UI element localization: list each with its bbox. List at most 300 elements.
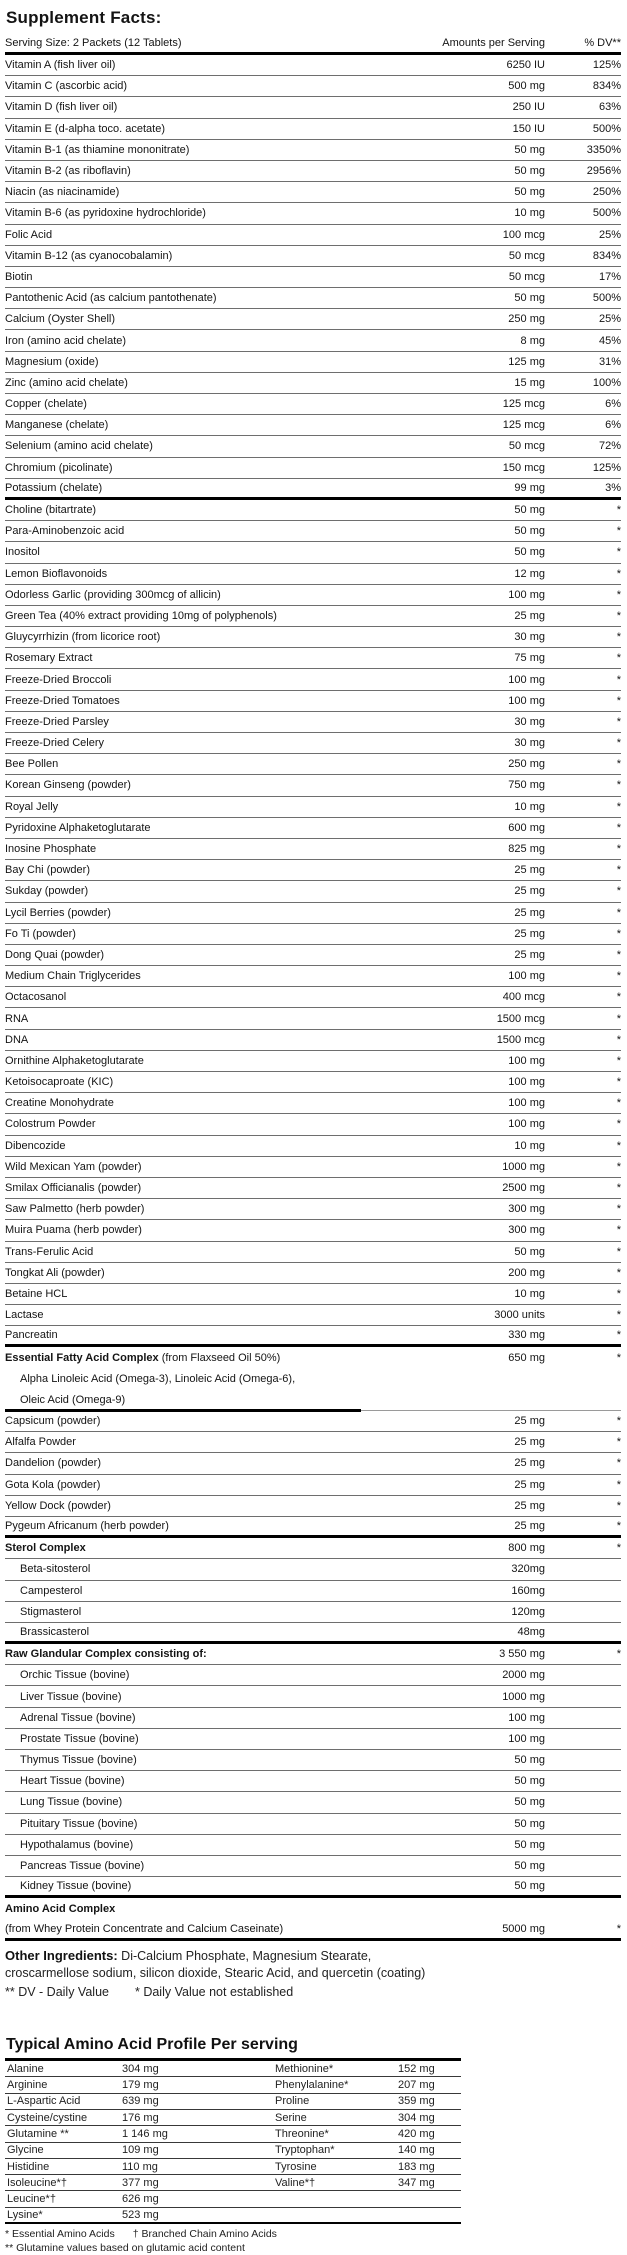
ingredient-name: Dibencozide xyxy=(5,1139,66,1152)
ingredient-dv: 17% xyxy=(598,270,621,283)
amino-amount: 183 mg xyxy=(398,2160,435,2173)
ingredient-name: Korean Ginseng (powder) xyxy=(5,779,131,792)
ingredient-name: Vitamin B-12 (as cyanocobalamin) xyxy=(5,249,173,262)
ingredient-dv: * xyxy=(616,758,621,771)
supplement-row xyxy=(5,55,621,76)
amino-row xyxy=(5,2175,461,2191)
ingredient-dv: * xyxy=(616,1499,621,1512)
ingredient-amount: 25 mg xyxy=(514,864,545,877)
ingredient-dv: * xyxy=(616,609,621,622)
ingredient-amount: 100 mg xyxy=(508,1732,545,1745)
ingredient-amount: 125 mcg xyxy=(502,398,545,411)
ingredient-name: Gluycyrrhizin (from licorice root) xyxy=(5,631,161,644)
ingredient-amount: 25 mg xyxy=(514,1436,545,1449)
supplement-row xyxy=(5,1898,621,1919)
supplement-table xyxy=(5,55,621,1941)
ingredient-amount: 320mg xyxy=(511,1563,545,1576)
ingredient-dv: * xyxy=(616,1309,621,1322)
ingredient-amount: 250 mg xyxy=(508,758,545,771)
ingredient-name: Stigmasterol xyxy=(20,1605,82,1618)
ingredient-dv: * xyxy=(616,1436,621,1449)
ingredient-dv: 2956% xyxy=(586,165,621,178)
ingredient-amount: 100 mg xyxy=(508,673,545,686)
supplement-row xyxy=(5,966,621,987)
supplement-row xyxy=(5,479,621,500)
amino-row xyxy=(5,2094,461,2110)
ingredient-amount: 50 mcg xyxy=(508,249,545,262)
ingredient-dv: * xyxy=(616,1542,621,1555)
supplement-row xyxy=(5,1623,621,1644)
amino-name: L-Aspartic Acid xyxy=(7,2095,81,2108)
supplement-row xyxy=(5,797,621,818)
ingredient-amount: 300 mg xyxy=(508,1224,545,1237)
supplement-row xyxy=(5,1475,621,1496)
amino-profile-title: Typical Amino Acid Profile Per serving xyxy=(6,2036,298,2054)
amino-name: Methionine* xyxy=(275,2062,334,2075)
ingredient-name: DNA xyxy=(5,1033,29,1046)
dv-footnote-left: ** DV - Daily Value xyxy=(5,1984,109,1999)
ingredient-name: Vitamin B-2 (as riboflavin) xyxy=(5,165,131,178)
ingredient-amount: 825 mg xyxy=(508,843,545,856)
ingredient-name: Betaine HCL xyxy=(5,1287,68,1300)
ingredient-name: Smilax Officianalis (powder) xyxy=(5,1182,142,1195)
ingredient-name: Vitamin E (d-alpha toco. acetate) xyxy=(5,122,165,135)
ingredient-amount: 50 mg xyxy=(514,504,545,517)
amino-name: Arginine xyxy=(7,2079,48,2092)
ingredient-name: Alpha Linoleic Acid (Omega-3), Linoleic Acid (Omega-6), xyxy=(20,1373,296,1386)
ingredient-name: Pancreas Tissue (bovine) xyxy=(20,1860,145,1873)
ingredient-name: Rosemary Extract xyxy=(5,652,93,665)
amino-row xyxy=(5,2159,461,2175)
ingredient-name: Essential Fatty Acid Complex (from Flaxseed Oil 50%) xyxy=(5,1352,281,1365)
ingredient-amount: 25 mg xyxy=(514,609,545,622)
ingredient-amount: 100 mg xyxy=(508,1097,545,1110)
ingredient-name: Sterol Complex xyxy=(5,1542,86,1555)
ingredient-name: Tongkat Ali (powder) xyxy=(5,1266,105,1279)
amino-name: Glycine xyxy=(7,2144,44,2157)
supplement-row xyxy=(5,1814,621,1835)
supplement-row xyxy=(5,288,621,309)
ingredient-name: Medium Chain Triglycerides xyxy=(5,970,141,983)
ingredient-amount: 120mg xyxy=(511,1605,545,1618)
ingredient-dv: * xyxy=(616,1266,621,1279)
ingredient-name: Magnesium (oxide) xyxy=(5,355,99,368)
ingredient-dv: * xyxy=(616,1097,621,1110)
ingredient-dv: * xyxy=(616,567,621,580)
ingredient-dv: * xyxy=(616,1287,621,1300)
ingredient-name: Liver Tissue (bovine) xyxy=(20,1690,122,1703)
ingredient-amount: 50 mg xyxy=(514,1838,545,1851)
amino-amount: 347 mg xyxy=(398,2176,435,2189)
supplement-row xyxy=(5,436,621,457)
amino-name: Proline xyxy=(275,2095,310,2108)
amino-amount: 626 mg xyxy=(122,2193,159,2206)
ingredient-amount: 650 mg xyxy=(508,1352,545,1365)
ingredient-name: Odorless Garlic (providing 300mcg of allicin) xyxy=(5,588,221,601)
ingredient-dv: 3% xyxy=(605,481,621,494)
ingredient-name: Raw Glandular Complex consisting of: xyxy=(5,1648,207,1661)
ingredient-amount: 50 mcg xyxy=(508,440,545,453)
ingredient-dv: 125% xyxy=(592,461,621,474)
ingredient-amount: 100 mcg xyxy=(502,228,545,241)
amino-amount: 152 mg xyxy=(398,2062,435,2075)
supplement-row xyxy=(5,1750,621,1771)
ingredient-dv: 834% xyxy=(592,249,621,262)
ingredient-amount: 3 550 mg xyxy=(499,1648,545,1661)
supplement-row xyxy=(5,881,621,902)
ingredient-dv: * xyxy=(616,1160,621,1173)
ingredient-name: Thymus Tissue (bovine) xyxy=(20,1754,137,1767)
ingredient-dv: * xyxy=(616,673,621,686)
amino-row xyxy=(5,2110,461,2126)
ingredient-dv: * xyxy=(616,546,621,559)
supplement-row xyxy=(5,500,621,521)
ingredient-dv: * xyxy=(616,1457,621,1470)
dv-footnote xyxy=(5,1984,621,2000)
ingredient-dv: 31% xyxy=(598,355,621,368)
ingredient-name: Lycil Berries (powder) xyxy=(5,906,111,919)
ingredient-dv: * xyxy=(616,1139,621,1152)
ingredient-dv: * xyxy=(616,631,621,644)
ingredient-name: Vitamin B-6 (as pyridoxine hydrochloride) xyxy=(5,207,206,220)
supplement-row xyxy=(5,903,621,924)
ingredient-dv: 25% xyxy=(598,313,621,326)
ingredient-amount: 100 mg xyxy=(508,1054,545,1067)
supplement-row xyxy=(5,1390,621,1411)
ingredient-amount: 400 mcg xyxy=(502,991,545,1004)
amino-name: Alanine xyxy=(7,2062,44,2075)
ingredient-amount: 500 mg xyxy=(508,80,545,93)
supplement-row xyxy=(5,924,621,945)
ingredient-amount: 200 mg xyxy=(508,1266,545,1279)
ingredient-amount: 250 IU xyxy=(512,101,545,114)
amino-amount: 377 mg xyxy=(122,2176,159,2189)
ingredient-dv: * xyxy=(616,991,621,1004)
ingredient-amount: 50 mg xyxy=(514,1775,545,1788)
ingredient-dv: * xyxy=(616,948,621,961)
ingredient-amount: 100 mg xyxy=(508,588,545,601)
supplement-row xyxy=(5,1856,621,1877)
ingredient-name: Heart Tissue (bovine) xyxy=(20,1775,125,1788)
ingredient-amount: 25 mg xyxy=(514,927,545,940)
ingredient-name: Niacin (as niacinamide) xyxy=(5,186,120,199)
ingredient-name: Octacosanol xyxy=(5,991,67,1004)
ingredient-amount: 100 mg xyxy=(508,694,545,707)
supplement-row xyxy=(5,1051,621,1072)
supplement-row xyxy=(5,1665,621,1686)
supplement-row xyxy=(5,1305,621,1326)
ingredient-name: Para-Aminobenzoic acid xyxy=(5,525,125,538)
ingredient-name: Oleic Acid (Omega-9) xyxy=(20,1393,126,1406)
ingredient-amount: 100 mg xyxy=(508,1711,545,1724)
ingredient-dv: * xyxy=(616,1224,621,1237)
ingredient-amount: 800 mg xyxy=(508,1542,545,1555)
ingredient-amount: 1000 mg xyxy=(502,1160,545,1173)
ingredient-name: Pantothenic Acid (as calcium pantothenate) xyxy=(5,292,217,305)
supplement-row xyxy=(5,1453,621,1474)
supplement-row xyxy=(5,1326,621,1347)
supplement-row xyxy=(5,394,621,415)
supplement-row xyxy=(5,669,621,690)
supplement-row xyxy=(5,225,621,246)
ingredient-amount: 10 mg xyxy=(514,800,545,813)
ingredient-name: Freeze-Dried Broccoli xyxy=(5,673,112,686)
ingredient-name: Ornithine Alphaketoglutarate xyxy=(5,1054,144,1067)
supplement-row xyxy=(5,1072,621,1093)
ingredient-dv: 100% xyxy=(592,376,621,389)
supplement-row xyxy=(5,648,621,669)
ingredient-name: Chromium (picolinate) xyxy=(5,461,113,474)
ingredient-amount: 50 mg xyxy=(514,1754,545,1767)
ingredient-amount: 3000 units xyxy=(494,1309,545,1322)
ingredient-name: Amino Acid Complex xyxy=(5,1902,116,1915)
ingredient-name: Pygeum Africanum (herb powder) xyxy=(5,1520,169,1533)
ingredient-dv: 63% xyxy=(598,101,621,114)
ingredient-name: (from Whey Protein Concentrate and Calcium Caseinate) xyxy=(5,1922,284,1935)
supplement-row xyxy=(5,203,621,224)
ingredient-amount: 50 mg xyxy=(514,1880,545,1893)
ingredient-name: Bee Pollen xyxy=(5,758,59,771)
ingredient-amount: 25 mg xyxy=(514,1478,545,1491)
supplement-row xyxy=(5,818,621,839)
supplement-row xyxy=(5,119,621,140)
ingredient-dv: * xyxy=(616,588,621,601)
supplement-row xyxy=(5,1792,621,1813)
amino-amount: 420 mg xyxy=(398,2127,435,2140)
ingredient-name: Green Tea (40% extract providing 10mg of polyphenols) xyxy=(5,609,277,622)
ingredient-name: Zinc (amino acid chelate) xyxy=(5,376,128,389)
other-ingredients-text1: Di-Calcium Phosphate, Magnesium Stearate, xyxy=(117,1948,372,1963)
ingredient-amount: 1500 mcg xyxy=(496,1033,545,1046)
ingredient-dv: * xyxy=(616,970,621,983)
ingredient-dv: * xyxy=(616,864,621,877)
supplement-row xyxy=(5,1114,621,1135)
ingredient-name: Potassium (chelate) xyxy=(5,481,103,494)
supplement-row xyxy=(5,1686,621,1707)
supplement-row xyxy=(5,987,621,1008)
supplement-row xyxy=(5,1411,621,1432)
ingredient-dv: 6% xyxy=(605,398,621,411)
ingredient-name: Vitamin A (fish liver oil) xyxy=(5,59,116,72)
supplement-row xyxy=(5,712,621,733)
ingredient-dv: * xyxy=(616,1182,621,1195)
ingredient-name: Dong Quai (powder) xyxy=(5,948,105,961)
supplement-row xyxy=(5,373,621,394)
ingredient-name: Biotin xyxy=(5,270,33,283)
supplement-row xyxy=(5,564,621,585)
ingredient-name: Pancreatin xyxy=(5,1329,58,1342)
ingredient-name: Saw Palmetto (herb powder) xyxy=(5,1203,145,1216)
supplement-row xyxy=(5,1136,621,1157)
ingredient-name: Pituitary Tissue (bovine) xyxy=(20,1817,138,1830)
supplement-row xyxy=(5,945,621,966)
ingredient-name: Fo Ti (powder) xyxy=(5,927,76,940)
ingredient-name: Pyridoxine Alphaketoglutarate xyxy=(5,821,151,834)
supplement-row xyxy=(5,627,621,648)
ingredient-dv: * xyxy=(616,715,621,728)
ingredient-name: Iron (amino acid chelate) xyxy=(5,334,127,347)
ingredient-name: Copper (chelate) xyxy=(5,398,87,411)
amino-name: Leucine*† xyxy=(7,2193,56,2206)
amino-footnotes xyxy=(5,2228,621,2255)
ingredient-amount: 15 mg xyxy=(514,376,545,389)
ingredient-dv: 500% xyxy=(592,207,621,220)
ingredient-name: Manganese (chelate) xyxy=(5,419,109,432)
amino-profile-table xyxy=(5,2058,461,2224)
supplement-row xyxy=(5,1284,621,1305)
ingredient-dv: * xyxy=(616,1076,621,1089)
ingredient-dv: * xyxy=(616,694,621,707)
ingredient-amount: 50 mg xyxy=(514,186,545,199)
ingredient-dv: * xyxy=(616,1648,621,1661)
ingredient-amount: 50 mg xyxy=(514,1817,545,1830)
ingredient-dv: 834% xyxy=(592,80,621,93)
amino-amount: 207 mg xyxy=(398,2079,435,2092)
ingredient-amount: 30 mg xyxy=(514,715,545,728)
amino-name: Phenylalanine* xyxy=(275,2079,349,2092)
ingredient-amount: 50 mg xyxy=(514,165,545,178)
ingredient-dv: * xyxy=(616,885,621,898)
ingredient-amount: 250 mg xyxy=(508,313,545,326)
ingredient-amount: 25 mg xyxy=(514,1499,545,1512)
ingredient-name: Gota Kola (powder) xyxy=(5,1478,101,1491)
supplement-row xyxy=(5,1369,621,1390)
supplement-row xyxy=(5,1496,621,1517)
ingredient-amount: 50 mg xyxy=(514,292,545,305)
ingredient-amount: 2500 mg xyxy=(502,1182,545,1195)
amino-name: Isoleucine*† xyxy=(7,2176,67,2189)
ingredient-amount: 25 mg xyxy=(514,948,545,961)
supplement-row xyxy=(5,458,621,479)
ingredient-name: Lactase xyxy=(5,1309,44,1322)
ingredient-amount: 750 mg xyxy=(508,779,545,792)
supplement-row xyxy=(5,1008,621,1029)
amino-row xyxy=(5,2061,461,2077)
ingredient-amount: 10 mg xyxy=(514,207,545,220)
ingredient-name: Orchic Tissue (bovine) xyxy=(20,1669,130,1682)
other-ingredients-line2: croscarmellose sodium, silicon dioxide, Stearic Acid, and quercetin (coating) xyxy=(5,1965,426,1980)
ingredient-name: Wild Mexican Yam (powder) xyxy=(5,1160,142,1173)
ingredient-dv: * xyxy=(616,1033,621,1046)
ingredient-dv: * xyxy=(616,927,621,940)
amino-amount: 1 146 mg xyxy=(122,2127,168,2140)
supplement-row xyxy=(5,1708,621,1729)
supplement-row xyxy=(5,1729,621,1750)
supplement-row xyxy=(5,1602,621,1623)
amino-name: Threonine* xyxy=(275,2127,329,2140)
ingredient-name: Alfalfa Powder xyxy=(5,1436,76,1449)
ingredient-amount: 30 mg xyxy=(514,631,545,644)
ingredient-name: Campesterol xyxy=(20,1584,83,1597)
amino-row xyxy=(5,2126,461,2142)
amino-name: Tryptophan* xyxy=(275,2144,335,2157)
other-ingredients-label: Other Ingredients: xyxy=(5,1947,118,1963)
ingredient-name: Beta-sitosterol xyxy=(20,1563,91,1576)
amounts-per-serving-header: Amounts per Serving xyxy=(442,37,545,49)
supplement-table-header xyxy=(5,37,621,55)
ingredient-name: Calcium (Oyster Shell) xyxy=(5,313,116,326)
ingredient-name: Dandelion (powder) xyxy=(5,1457,101,1470)
ingredient-dv: * xyxy=(616,843,621,856)
ingredient-name: Inosine Phosphate xyxy=(5,843,97,856)
ingredient-name: Brassicasterol xyxy=(20,1625,90,1638)
ingredient-amount: 12 mg xyxy=(514,567,545,580)
ingredient-amount: 50 mg xyxy=(514,143,545,156)
ingredient-name: RNA xyxy=(5,1012,29,1025)
ingredient-name: Yellow Dock (powder) xyxy=(5,1499,111,1512)
supplement-row xyxy=(5,754,621,775)
amino-amount: 523 mg xyxy=(122,2208,159,2221)
ingredient-amount: 75 mg xyxy=(514,652,545,665)
ingredient-name: Trans-Ferulic Acid xyxy=(5,1245,94,1258)
amino-name: Cysteine/cystine xyxy=(7,2111,88,2124)
supplement-row xyxy=(5,1178,621,1199)
supplement-row xyxy=(5,1538,621,1559)
ingredient-dv: * xyxy=(616,821,621,834)
ingredient-amount: 99 mg xyxy=(514,481,545,494)
ingredient-amount: 125 mg xyxy=(508,355,545,368)
ingredient-dv: * xyxy=(616,1203,621,1216)
ingredient-dv: * xyxy=(616,1352,621,1365)
amino-amount: 110 mg xyxy=(122,2160,158,2173)
ingredient-dv: * xyxy=(616,1415,621,1428)
ingredient-amount: 160mg xyxy=(511,1584,545,1597)
supplement-row xyxy=(5,1581,621,1602)
ingredient-name: Bay Chi (powder) xyxy=(5,864,90,877)
ingredient-name: Freeze-Dried Celery xyxy=(5,737,105,750)
ingredient-name: Lung Tissue (bovine) xyxy=(20,1796,123,1809)
ingredient-dv: 250% xyxy=(592,186,621,199)
amino-row xyxy=(5,2208,461,2224)
supplement-row xyxy=(5,1157,621,1178)
supplement-row xyxy=(5,246,621,267)
ingredient-dv: * xyxy=(616,1054,621,1067)
serving-size-header: Serving Size: 2 Packets (12 Tablets) xyxy=(5,37,182,49)
ingredient-dv: 500% xyxy=(592,122,621,135)
ingredient-dv: * xyxy=(616,906,621,919)
ingredient-name: Lemon Bioflavonoids xyxy=(5,567,108,580)
ingredient-dv: * xyxy=(616,1012,621,1025)
supplement-row xyxy=(5,521,621,542)
ingredient-dv: * xyxy=(616,1922,621,1935)
ingredient-amount: 25 mg xyxy=(514,1415,545,1428)
amino-amount: 304 mg xyxy=(122,2062,159,2075)
dv-footnote-right: * Daily Value not established xyxy=(134,1984,294,1999)
ingredient-name: Choline (bitartrate) xyxy=(5,504,97,517)
ingredient-name: Adrenal Tissue (bovine) xyxy=(20,1711,136,1724)
amino-name: Lysine* xyxy=(7,2208,43,2221)
ingredient-name: Vitamin D (fish liver oil) xyxy=(5,101,118,114)
amino-footnote-1 xyxy=(5,2228,621,2242)
supplement-row xyxy=(5,352,621,373)
ingredient-amount: 1500 mcg xyxy=(496,1012,545,1025)
ingredient-dv: * xyxy=(616,800,621,813)
supplement-row xyxy=(5,1517,621,1538)
amino-amount: 109 mg xyxy=(122,2144,159,2157)
ingredient-dv: * xyxy=(616,1520,621,1533)
ingredient-amount: 30 mg xyxy=(514,737,545,750)
amino-amount: 639 mg xyxy=(122,2095,159,2108)
ingredient-dv: 6% xyxy=(605,419,621,432)
supplement-row xyxy=(5,97,621,118)
ingredient-name: Prostate Tissue (bovine) xyxy=(20,1732,139,1745)
ingredient-name: Folic Acid xyxy=(5,228,53,241)
amino-amount: 359 mg xyxy=(398,2095,435,2108)
ingredient-amount: 48mg xyxy=(517,1625,545,1638)
ingredient-amount: 25 mg xyxy=(514,1457,545,1470)
amino-amount: 304 mg xyxy=(398,2111,435,2124)
ingredient-amount: 50 mg xyxy=(514,1245,545,1258)
